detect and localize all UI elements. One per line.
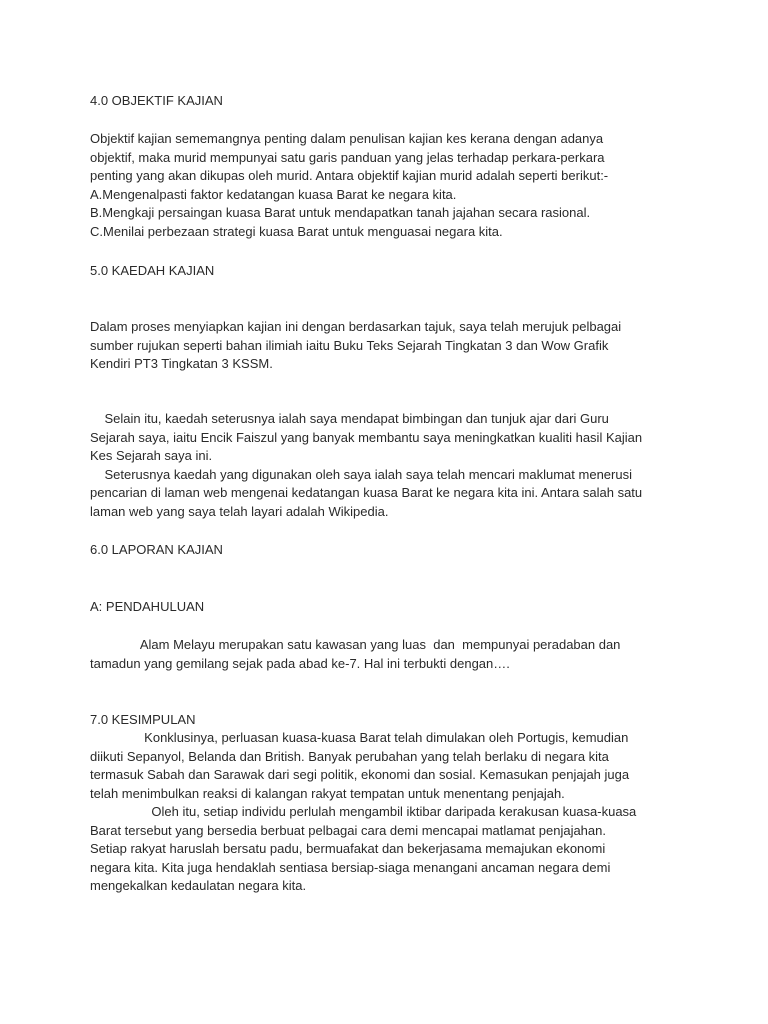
text-line: laman web yang saya telah layari adalah Wikipedia. <box>90 503 389 519</box>
text-line: Selain itu, kaedah seterusnya ialah saya mendapat bimbingan dan tunjuk ajar dari Guru <box>90 411 609 426</box>
objective-item-b: B.Mengkaji persaingan kuasa Barat untuk mendapatkan tanah jajahan secara rasional. <box>90 205 591 220</box>
paragraph-kaedah-1 <box>90 318 690 374</box>
heading-kesimpulan: 7.0 KESIMPULAN <box>90 712 196 727</box>
paragraph-objektif <box>90 130 690 241</box>
text-line: mengekalkan kedaulatan negara kita. <box>90 878 307 893</box>
text-line: Objektif kajian sememangnya penting dalam penulisan kajian kes kerana dengan adanya <box>90 131 604 146</box>
text-line: telah menimbulkan reaksi di kalangan rakyat tempatan untuk menentang penjajah. <box>90 785 565 801</box>
document-page <box>90 0 690 1024</box>
text-line: pencarian di laman web mengenai kedatangan kuasa Barat ke negara kita ini. Antara salah satu <box>90 485 643 500</box>
text-line: Dalam proses menyiapkan kajian ini dengan berdasarkan tajuk, saya telah merujuk pelbagai <box>90 319 622 334</box>
heading-kaedah-kajian: 5.0 KAEDAH KAJIAN <box>90 263 215 278</box>
heading-objektif-kajian: 4.0 OBJEKTIF KAJIAN <box>90 93 223 108</box>
text-line: Kendiri PT3 Tingkatan 3 KSSM. <box>90 356 273 371</box>
text-line: diikuti Sepanyol, Belanda dan British. Banyak perubahan yang telah berlaku di negara kita <box>90 748 609 764</box>
text-line: negara kita. Kita juga hendaklah sentiasa bersiap-siaga menangani ancaman negara demi <box>90 859 611 875</box>
text-line: penting yang akan dikupas oleh murid. Antara objektif kajian murid adalah seperti berikut:- <box>90 168 609 183</box>
text-line: Oleh itu, setiap individu perlulah mengambil iktibar daripada kerakusan kuasa-kuasa <box>90 804 637 819</box>
paragraph-kesimpulan <box>90 729 690 896</box>
subheading-pendahuluan: A: PENDAHULUAN <box>90 599 205 614</box>
text-line: Alam Melayu merupakan satu kawasan yang luas dan mempunyai peradaban dan <box>90 637 621 652</box>
text-line: objektif, maka murid mempunyai satu garis panduan yang jelas terhadap perkara-perkara <box>90 149 605 165</box>
text-line: Setiap rakyat haruslah bersatu padu, bermuafakat dan bekerjasama memajukan ekonomi <box>90 841 606 856</box>
objective-item-a: A.Mengenalpasti faktor kedatangan kuasa Barat ke negara kita. <box>90 186 457 202</box>
heading-laporan-kajian: 6.0 LAPORAN KAJIAN <box>90 542 223 557</box>
text-line: termasuk Sabah dan Sarawak dari segi politik, ekonomi dan sosial. Kemasukan penjajah juga <box>90 767 630 782</box>
objective-item-c: C.Menilai perbezaan strategi kuasa Barat untuk menguasai negara kita. <box>90 223 503 239</box>
text-line: tamadun yang gemilang sejak pada abad ke-7. Hal ini terbukti dengan…. <box>90 655 510 671</box>
paragraph-pendahuluan <box>90 636 690 673</box>
text-line: Kes Sejarah saya ini. <box>90 448 213 463</box>
text-line: Sejarah saya, iaitu Encik Faiszul yang banyak membantu saya meningkatkan kualiti hasil Kajian <box>90 429 643 445</box>
text-line: Seterusnya kaedah yang digunakan oleh saya ialah saya telah mencari maklumat menerusi <box>90 466 632 482</box>
paragraph-kaedah-2 <box>90 410 690 521</box>
text-line: sumber rujukan seperti bahan ilimiah iaitu Buku Teks Sejarah Tingkatan 3 dan Wow Grafik <box>90 337 609 353</box>
text-line: Barat tersebut yang bersedia berbuat pelbagai cara demi mencapai matlamat penjajahan. <box>90 822 606 838</box>
text-line: Konklusinya, perluasan kuasa-kuasa Barat telah dimulakan oleh Portugis, kemudian <box>90 730 629 745</box>
